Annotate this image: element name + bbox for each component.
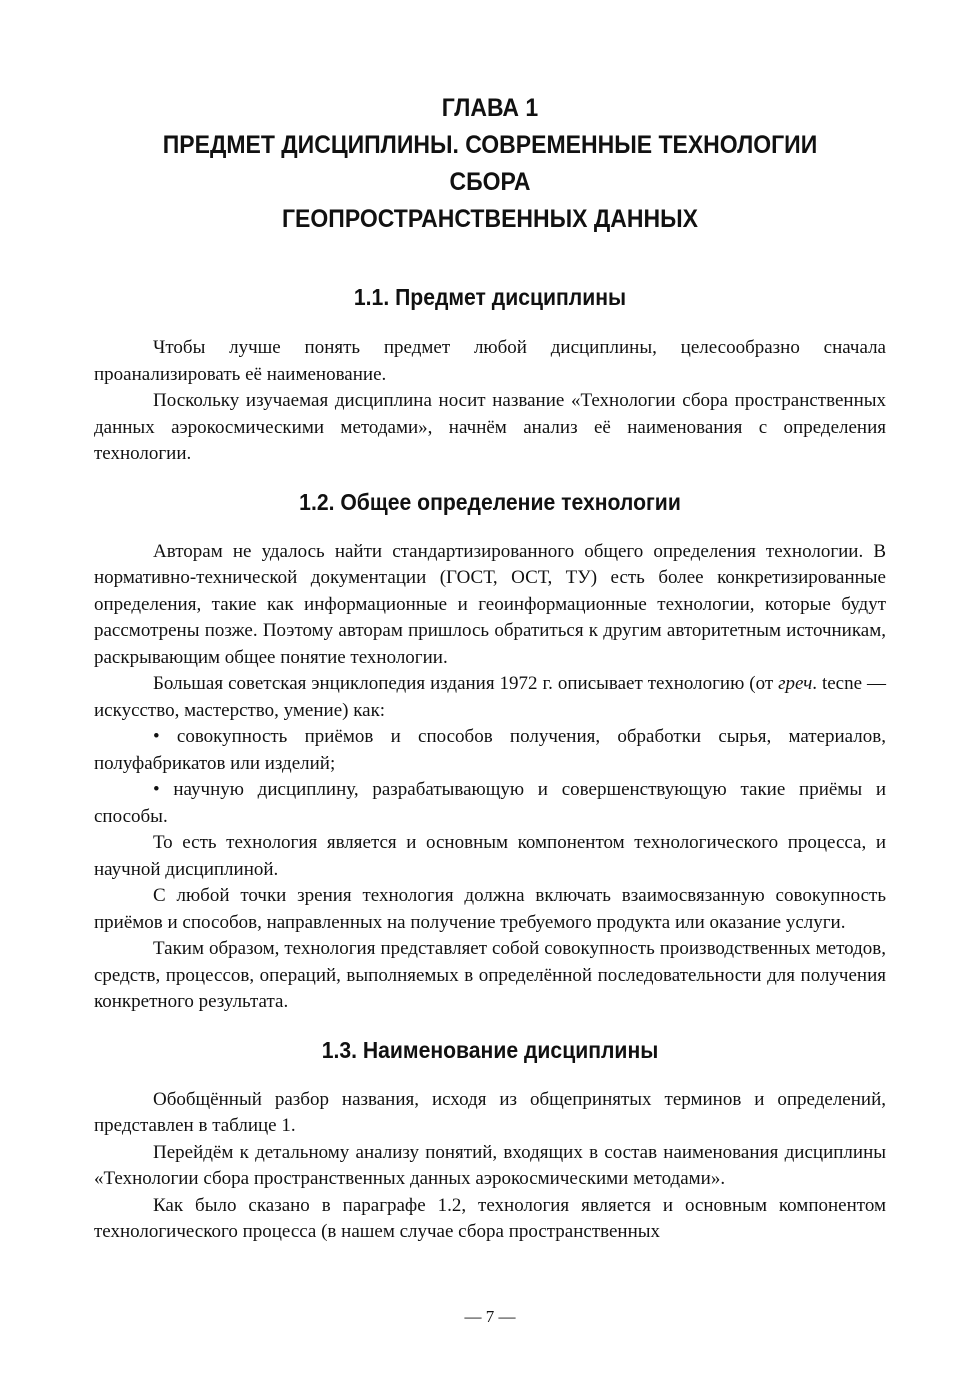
chapter-title-line-1: ПРЕДМЕТ ДИСЦИПЛИНЫ. СОВРЕМЕННЫЕ ТЕХНОЛОГИИ СБОРА bbox=[162, 131, 818, 196]
chapter-title-line-2: ГЕОПРОСТРАНСТВЕННЫХ ДАННЫХ bbox=[282, 205, 698, 233]
text-run: Большая советская энциклопедия издания 1972 г. описывает технологию (от bbox=[153, 673, 779, 694]
section-title-1-1: 1.1. Предмет дисциплины bbox=[353, 284, 627, 310]
paragraph: Чтобы лучше понять предмет любой дисциплины, целесообразно сначала проанализировать её наименование. bbox=[94, 337, 886, 385]
paragraph: Обобщённый разбор названия, исходя из общепринятых терминов и определений, представлен в таблице 1. bbox=[94, 1088, 886, 1136]
text-run: . tecne — искусство, мастерство, умение) как: bbox=[94, 673, 887, 721]
paragraph: С любой точки зрения технология должна включать взаимосвязанную совокупность приёмов и способов, направленных на получение требуемого продукта или оказание услуги. bbox=[94, 885, 886, 933]
paragraph: Поскольку изучаемая дисциплина носит название «Технологии сбора пространственных данных аэрокосмическими методами», начнём анализ её наименования с определения технологии. bbox=[94, 390, 886, 464]
chapter-heading bbox=[126, 90, 855, 238]
paragraph: Как было сказано в параграфе 1.2, технология является и основным компонентом технологического процесса (в нашем случае сбора пространственных bbox=[94, 1194, 886, 1242]
paragraph: Таким образом, технология представляет собой совокупность производственных методов, средств, процессов, операций, выполняемых в определённой последовательности для получения конкретного результата. bbox=[94, 938, 886, 1012]
paragraph: Авторам не удалось найти стандартизированного общего определения технологии. В нормативно-технической документации (ГОСТ, ОСТ, ТУ) есть более конкретизированные определения, такие как информационные и геоинформационные технологии, которые будут рассмотрены позже. Поэтому авторам пришлось обратиться к другим авторитетным источникам, раскрывающим общее понятие технологии. bbox=[94, 540, 886, 668]
page-content bbox=[94, 90, 886, 1246]
section-title-1-2: 1.2. Общее определение технологии bbox=[299, 488, 681, 515]
bullet-item: • совокупность приёмов и способов получения, обработки сырья, материалов, полуфабрикатов или изделий; bbox=[94, 726, 886, 774]
section-title-1-3: 1.3. Наименование дисциплины bbox=[321, 1036, 659, 1063]
bullet-item: • научную дисциплину, разрабатывающую и совершенствующую такие приёмы и способы. bbox=[94, 779, 886, 827]
paragraph bbox=[94, 671, 886, 724]
paragraph: То есть технология является и основным компонентом технологического процесса, и научной дисциплиной. bbox=[94, 832, 886, 880]
page-number: — 7 — bbox=[464, 1307, 516, 1326]
paragraph: Перейдём к детальному анализу понятий, входящих в состав наименования дисциплины «Технологии сбора пространственных данных аэрокосмическими методами». bbox=[94, 1141, 886, 1189]
chapter-number: ГЛАВА 1 bbox=[441, 94, 539, 122]
italic-abbreviation: греч bbox=[778, 673, 813, 694]
